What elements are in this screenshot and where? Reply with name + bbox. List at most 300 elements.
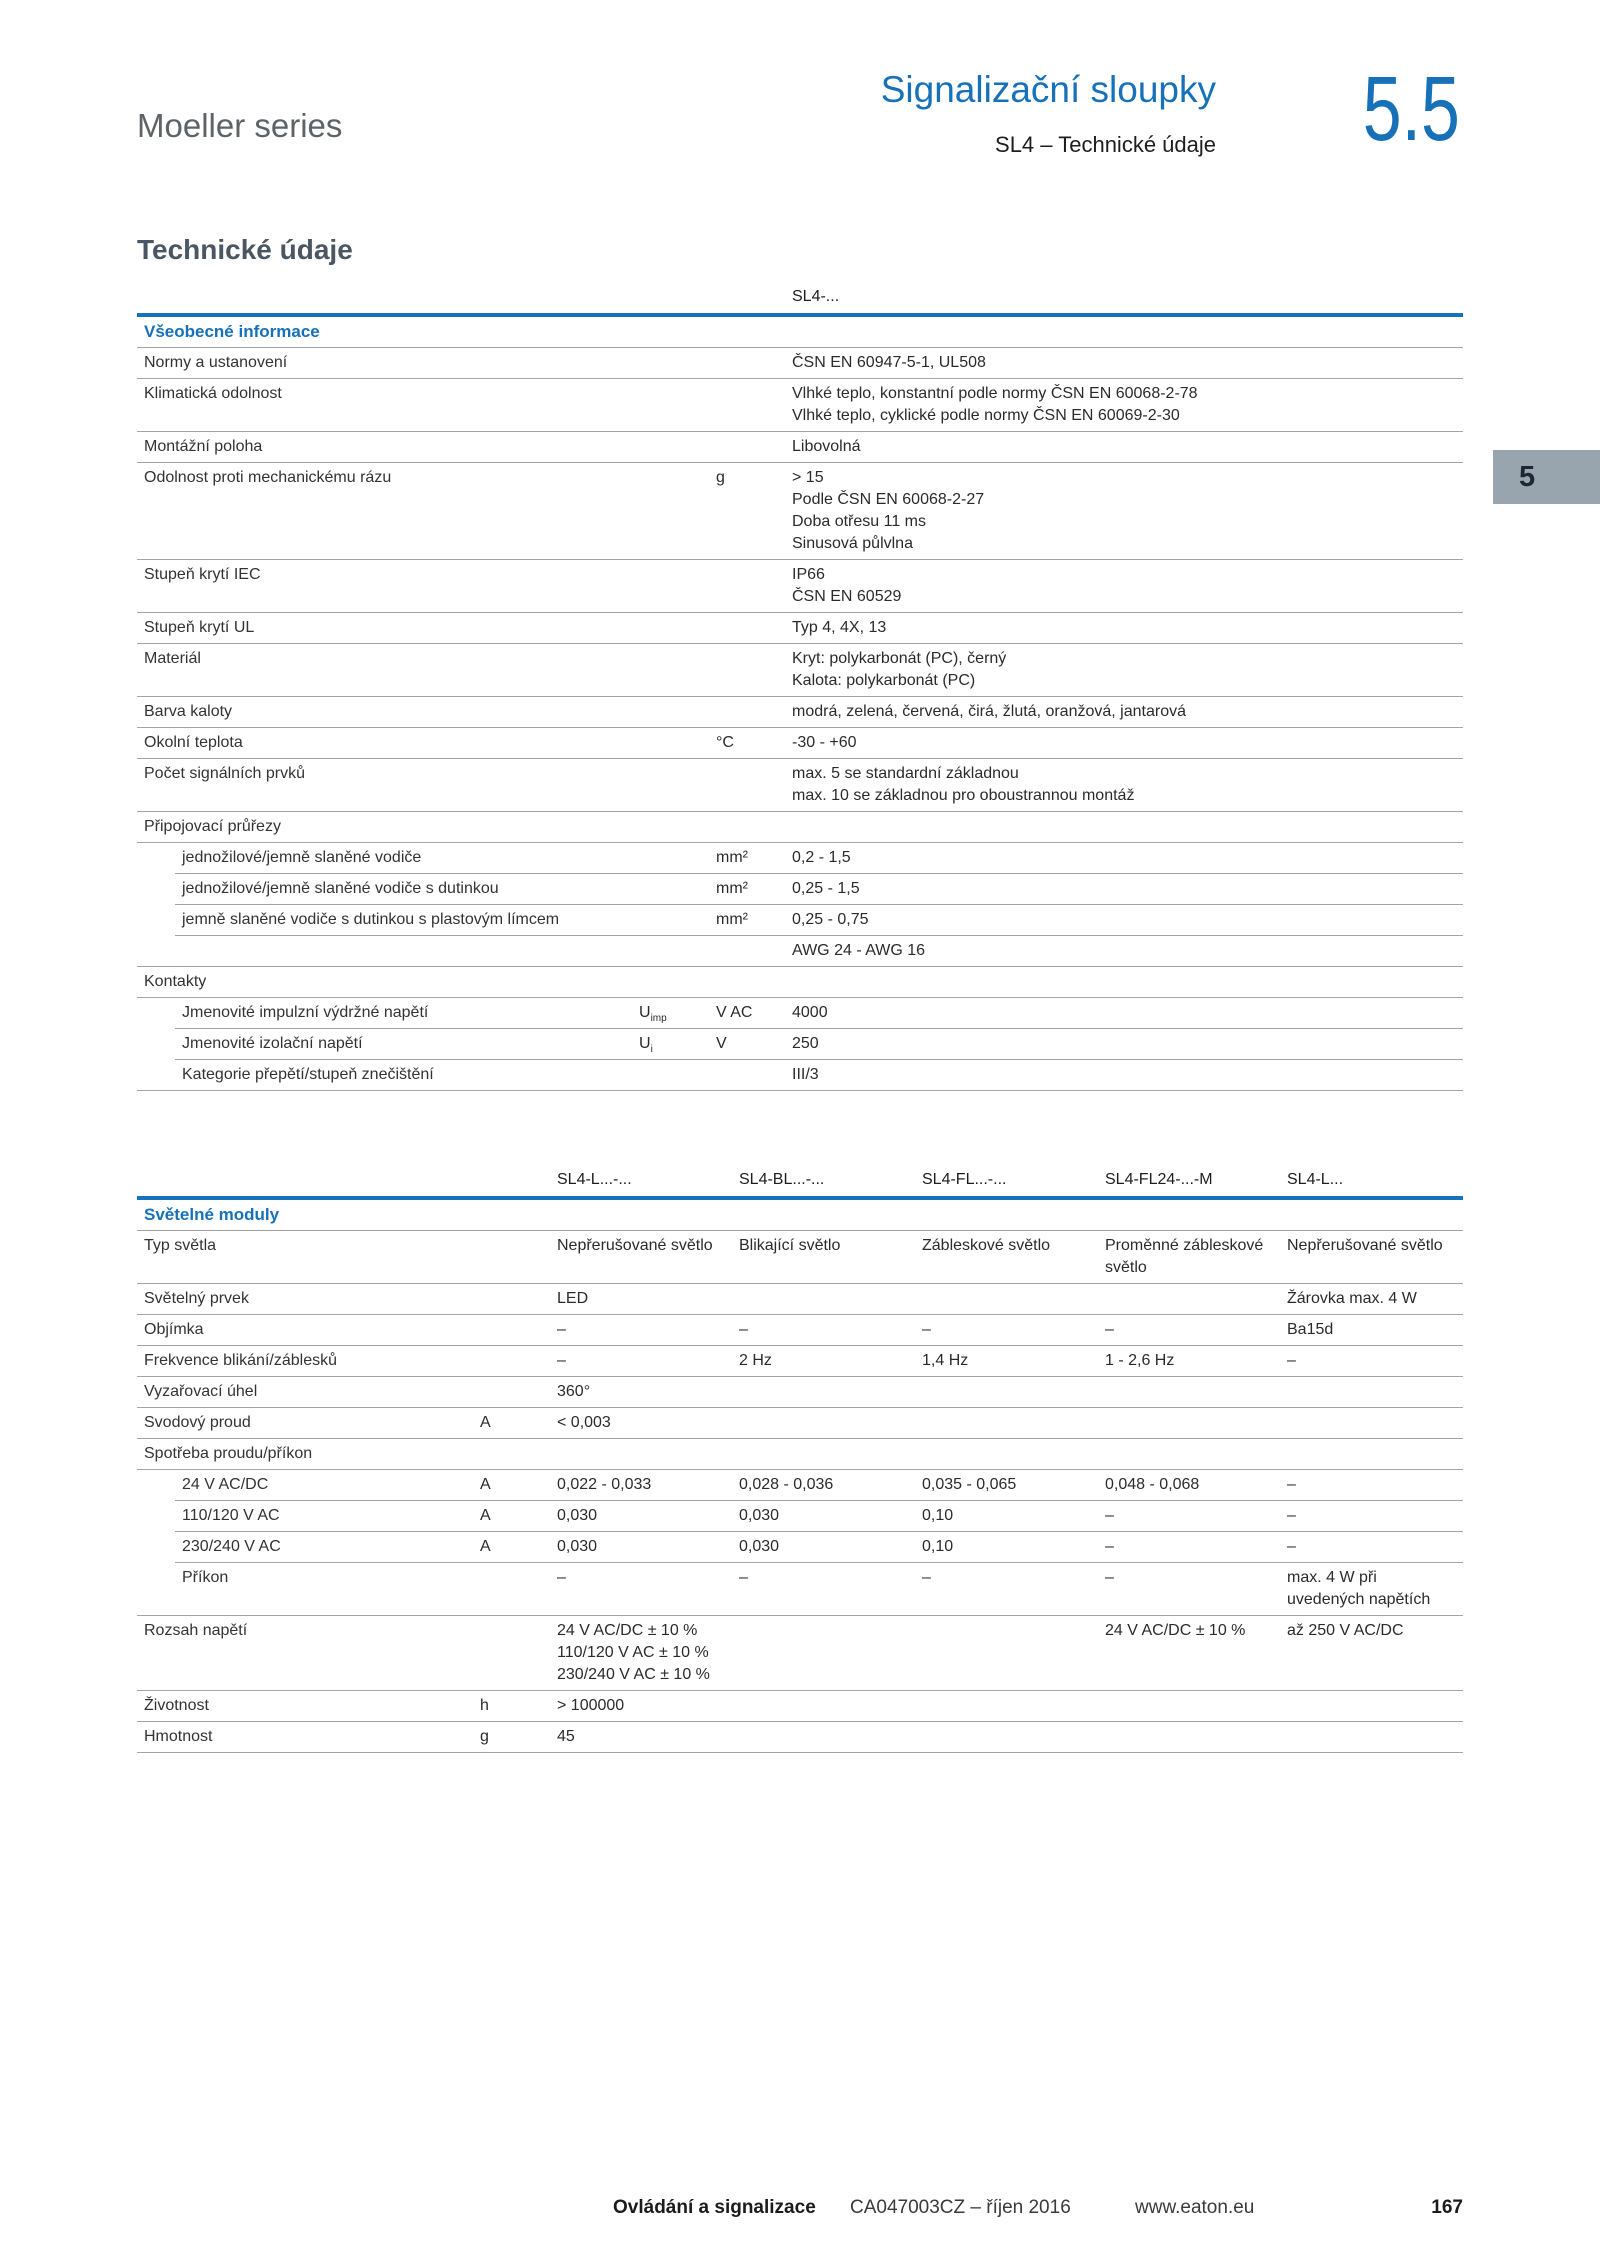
row-unit: V <box>716 1035 727 1052</box>
table-body <box>137 1231 1463 1753</box>
table-cell <box>739 1350 922 1372</box>
chapter-tab <box>1493 450 1600 504</box>
value-line: III/3 <box>792 1066 819 1083</box>
table-row <box>137 379 1463 432</box>
cell-line: Proměnné zábleskové <box>1105 1237 1264 1254</box>
value-line: Kalota: polykarbonát (PC) <box>792 672 976 689</box>
row-label: Světelný prvek <box>144 1290 249 1307</box>
row-symbol <box>639 1033 716 1055</box>
row-unit <box>716 352 792 374</box>
table-cell <box>1105 1350 1287 1372</box>
cell-line: – <box>1287 1538 1296 1555</box>
row-label: Frekvence blikání/záblesků <box>144 1352 337 1369</box>
row-unit <box>716 564 792 608</box>
table-cell <box>1105 1412 1287 1434</box>
table-cell <box>739 1319 922 1341</box>
cell-line: – <box>1287 1352 1296 1369</box>
table-column-header-row <box>137 1165 1463 1200</box>
table-cell <box>557 1474 739 1496</box>
section-title: Signalizační sloupky <box>880 69 1216 110</box>
row-symbol <box>639 909 716 931</box>
table-cell <box>922 1620 1105 1686</box>
row-unit: °C <box>716 734 734 751</box>
spacer <box>716 286 792 308</box>
table-row <box>137 1284 1463 1315</box>
cell-line: Nepřerušované světlo <box>1287 1237 1443 1254</box>
row-label: Klimatická odolnost <box>144 385 282 402</box>
table-row <box>137 463 1463 560</box>
row-value <box>792 763 1463 807</box>
column-header: SL4-... <box>792 288 840 305</box>
row-label: Kategorie přepětí/stupeň znečištění <box>182 1066 434 1083</box>
row-symbol <box>639 763 716 807</box>
value-line: modrá, zelená, červená, čirá, žlutá, oranžová, jantarová <box>792 703 1186 720</box>
table-cell <box>1287 1474 1463 1496</box>
row-label: Normy a ustanovení <box>144 354 288 371</box>
row-value <box>792 816 1463 838</box>
table-cell <box>1105 1288 1287 1310</box>
table-cell <box>1287 1567 1463 1611</box>
row-label: Vyzařovací úhel <box>144 1383 258 1400</box>
table-cell <box>739 1288 922 1310</box>
website-link[interactable]: www.eaton.eu <box>1135 2197 1255 2218</box>
row-unit <box>480 1620 557 1686</box>
row-value <box>792 564 1463 608</box>
row-value <box>792 971 1463 993</box>
cell-line: až 250 V AC/DC <box>1287 1622 1404 1639</box>
row-label: Počet signálních prvků <box>144 765 305 782</box>
value-line: max. 5 se standardní základnou <box>792 765 1019 782</box>
row-unit <box>716 816 792 838</box>
row-unit <box>716 648 792 692</box>
cell-line: uvedených napětích <box>1287 1591 1431 1608</box>
row-label: Barva kaloty <box>144 703 233 720</box>
table-cell <box>922 1412 1105 1434</box>
table-cell <box>739 1726 922 1748</box>
row-unit <box>716 1064 792 1086</box>
table-cell <box>739 1695 922 1717</box>
cell-line: Zábleskové světlo <box>922 1237 1051 1254</box>
cell-line: 0,028 - 0,036 <box>739 1476 834 1493</box>
table-cell <box>1287 1288 1463 1310</box>
cell-line: 0,030 <box>739 1507 780 1524</box>
table-cell <box>1287 1620 1463 1686</box>
row-value <box>792 701 1463 723</box>
table-cell <box>557 1288 739 1310</box>
cell-line: 1 - 2,6 Hz <box>1105 1352 1175 1369</box>
row-value <box>792 436 1463 458</box>
cell-line: 0,030 <box>557 1507 598 1524</box>
table-cell <box>1287 1505 1463 1527</box>
column-header: SL4-L...-... <box>557 1171 632 1188</box>
table-cell <box>1287 1443 1463 1465</box>
row-unit: A <box>480 1538 491 1555</box>
table-cell <box>1105 1726 1287 1748</box>
cell-line: 1,4 Hz <box>922 1352 969 1369</box>
row-unit: V AC <box>716 1004 753 1021</box>
table-row <box>137 432 1463 463</box>
table-cell <box>922 1567 1105 1611</box>
cell-line: Žárovka max. 4 W <box>1287 1290 1417 1307</box>
row-symbol <box>639 816 716 838</box>
row-symbol <box>639 971 716 993</box>
cell-line: – <box>739 1569 748 1586</box>
value-line: max. 10 se základnou pro oboustrannou montáž <box>792 787 1135 804</box>
row-label: Svodový proud <box>144 1414 251 1431</box>
row-label: Typ světla <box>144 1237 217 1254</box>
cell-line: 230/240 V AC ± 10 % <box>557 1666 710 1683</box>
cell-line: 360° <box>557 1383 591 1400</box>
row-unit <box>480 1288 557 1310</box>
value-line: 0,25 - 1,5 <box>792 880 860 897</box>
row-unit <box>716 436 792 458</box>
cell-line: – <box>1105 1507 1114 1524</box>
row-label: Jmenovité izolační napětí <box>182 1035 363 1052</box>
cell-line: 24 V AC/DC ± 10 % <box>1105 1622 1246 1639</box>
row-label: Odolnost proti mechanickému rázu <box>144 469 392 486</box>
table-row <box>137 1532 1463 1563</box>
row-value <box>792 732 1463 754</box>
table-cell <box>1287 1412 1463 1434</box>
cell-line: – <box>1105 1569 1114 1586</box>
row-label: 24 V AC/DC <box>182 1476 269 1493</box>
value-line: 4000 <box>792 1004 828 1021</box>
row-label: Rozsah napětí <box>144 1622 248 1639</box>
value-line: IP66 <box>792 566 825 583</box>
page-number: 167 <box>1431 2197 1463 2218</box>
row-value <box>792 648 1463 692</box>
value-line: AWG 24 - AWG 16 <box>792 942 926 959</box>
table-cell <box>557 1235 739 1279</box>
table-cell <box>1287 1726 1463 1748</box>
table-cell <box>739 1505 922 1527</box>
cell-line: > 100000 <box>557 1697 625 1714</box>
section-number: 5.5 <box>1362 58 1460 160</box>
table-row <box>137 644 1463 697</box>
row-label: Objímka <box>144 1321 204 1338</box>
column-header: SL4-FL24-...-M <box>1105 1171 1213 1188</box>
table-cell <box>557 1726 739 1748</box>
table-row <box>137 1439 1463 1470</box>
table-row <box>137 936 1463 967</box>
table-row <box>137 967 1463 998</box>
row-label <box>137 940 639 962</box>
value-line: Vlhké teplo, konstantní podle normy ČSN EN 60068-2-78 <box>792 385 1198 402</box>
row-symbol <box>639 436 716 458</box>
cell-line: – <box>1105 1538 1114 1555</box>
table-cell <box>1105 1474 1287 1496</box>
table-row <box>137 1377 1463 1408</box>
row-value <box>792 940 1463 962</box>
page-title: Technické údaje <box>137 234 353 265</box>
row-value <box>792 847 1463 869</box>
row-label: 110/120 V AC <box>182 1507 280 1524</box>
table-section-heading: Všeobecné informace <box>137 317 1463 348</box>
cell-line: – <box>922 1321 931 1338</box>
table-row <box>137 905 1463 936</box>
table-cell <box>922 1235 1105 1279</box>
cell-line: – <box>922 1569 931 1586</box>
row-unit: A <box>480 1414 491 1431</box>
row-value <box>792 1064 1463 1086</box>
table-cell <box>922 1695 1105 1717</box>
table-row <box>137 812 1463 843</box>
row-value <box>792 878 1463 900</box>
row-value <box>792 617 1463 639</box>
table-cell <box>1287 1350 1463 1372</box>
row-unit <box>480 1235 557 1279</box>
cell-line: max. 4 W při <box>1287 1569 1377 1586</box>
table-row <box>137 1501 1463 1532</box>
cell-line: LED <box>557 1290 589 1307</box>
table-section-heading: Světelné moduly <box>137 1200 1463 1231</box>
value-line: ČSN EN 60947-5-1, UL508 <box>792 354 986 371</box>
row-unit: g <box>480 1728 489 1745</box>
cell-line: < 0,003 <box>557 1414 611 1431</box>
row-label: jednožilové/jemně slaněné vodiče <box>182 849 422 866</box>
spacer <box>639 286 716 308</box>
row-label: Kontakty <box>144 973 207 990</box>
row-label: 230/240 V AC <box>182 1538 281 1555</box>
cell-line: 45 <box>557 1728 575 1745</box>
symbol-subscript: imp <box>650 1013 667 1024</box>
row-symbol <box>639 1064 716 1086</box>
row-value <box>792 352 1463 374</box>
value-line: -30 - +60 <box>792 734 857 751</box>
table-cell <box>1287 1536 1463 1558</box>
row-value <box>792 909 1463 931</box>
table-row <box>137 1029 1463 1060</box>
table-cell <box>1287 1695 1463 1717</box>
table-cell <box>739 1536 922 1558</box>
table-cell <box>557 1381 739 1403</box>
table-row <box>137 1470 1463 1501</box>
table-body <box>137 348 1463 1091</box>
row-label: Stupeň krytí UL <box>144 619 255 636</box>
table-cell <box>1105 1567 1287 1611</box>
cell-line: 0,035 - 0,065 <box>922 1476 1017 1493</box>
cell-line: Blikající světlo <box>739 1237 841 1254</box>
cell-line: 0,030 <box>557 1538 598 1555</box>
row-symbol <box>639 878 716 900</box>
cell-line: – <box>1105 1321 1114 1338</box>
row-unit: A <box>480 1476 491 1493</box>
table-cell <box>922 1474 1105 1496</box>
table-cell <box>739 1412 922 1434</box>
table-row <box>137 1616 1463 1691</box>
cell-line: 0,030 <box>739 1538 780 1555</box>
table-cell <box>557 1620 739 1686</box>
table-cell <box>1287 1381 1463 1403</box>
table-cell <box>1105 1536 1287 1558</box>
table-cell <box>1287 1235 1463 1279</box>
row-value <box>792 1002 1463 1024</box>
table-row <box>137 1691 1463 1722</box>
cell-line: 24 V AC/DC ± 10 % <box>557 1622 698 1639</box>
row-symbol <box>639 648 716 692</box>
cell-line: 0,048 - 0,068 <box>1105 1476 1200 1493</box>
row-unit <box>480 1350 557 1372</box>
row-unit <box>716 383 792 427</box>
series-name: Moeller series <box>137 107 343 144</box>
row-label: jednožilové/jemně slaněné vodiče s dutinkou <box>182 880 499 897</box>
table-cell <box>922 1288 1105 1310</box>
value-line: Podle ČSN EN 60068-2-27 <box>792 491 985 508</box>
table-cell <box>922 1726 1105 1748</box>
value-line: > 15 <box>792 469 824 486</box>
column-header: SL4-FL...-... <box>922 1171 1007 1188</box>
row-unit <box>716 971 792 993</box>
table-cell <box>557 1443 739 1465</box>
cell-line: 2 Hz <box>739 1352 772 1369</box>
table-cell <box>922 1381 1105 1403</box>
table-cell <box>739 1620 922 1686</box>
row-symbol <box>639 564 716 608</box>
table-row <box>137 759 1463 812</box>
table-cell <box>557 1350 739 1372</box>
cell-line: Nepřerušované světlo <box>557 1237 713 1254</box>
spacer <box>480 1169 557 1191</box>
row-label: Připojovací průřezy <box>144 818 281 835</box>
table-cell <box>1105 1620 1287 1686</box>
row-label: jemně slaněné vodiče s dutinkou s plastovým límcem <box>182 911 560 928</box>
table-cell <box>922 1319 1105 1341</box>
value-line: 0,25 - 0,75 <box>792 911 869 928</box>
cell-line: Ba15d <box>1287 1321 1334 1338</box>
chapter-tab-number: 5 <box>1519 461 1536 493</box>
cell-line: – <box>557 1352 566 1369</box>
table-cell <box>557 1319 739 1341</box>
table-cell <box>557 1412 739 1434</box>
row-symbol <box>639 701 716 723</box>
row-symbol <box>639 1002 716 1024</box>
cell-line: – <box>557 1569 566 1586</box>
section-subtitle: SL4 – Technické údaje <box>995 132 1216 157</box>
row-label: Materiál <box>144 650 201 667</box>
row-unit <box>716 617 792 639</box>
cell-line: světlo <box>1105 1259 1147 1276</box>
footer-chapter: Ovládání a signalizace <box>613 2197 816 2218</box>
table-row <box>137 348 1463 379</box>
cell-line: – <box>739 1321 748 1338</box>
row-label: Životnost <box>144 1697 209 1714</box>
table-cell <box>739 1474 922 1496</box>
table-cell <box>739 1381 922 1403</box>
cell-line: – <box>557 1321 566 1338</box>
row-value <box>792 383 1463 427</box>
table-row <box>137 697 1463 728</box>
value-line: Kryt: polykarbonát (PC), černý <box>792 650 1007 667</box>
row-unit <box>716 940 792 962</box>
cell-line: – <box>1287 1476 1296 1493</box>
value-line: 250 <box>792 1035 819 1052</box>
table-row <box>137 1346 1463 1377</box>
table-cell <box>1105 1319 1287 1341</box>
table-cell <box>1105 1695 1287 1717</box>
cell-line: – <box>1287 1507 1296 1524</box>
row-unit: A <box>480 1507 491 1524</box>
row-unit <box>480 1381 557 1403</box>
cell-line: 0,022 - 0,033 <box>557 1476 652 1493</box>
cell-line: 110/120 V AC ± 10 % <box>557 1644 709 1661</box>
footer-catalog-id: CA047003CZ – říjen 2016 <box>850 2197 1071 2218</box>
table-cell <box>922 1536 1105 1558</box>
table-row <box>137 874 1463 905</box>
table-cell <box>1105 1443 1287 1465</box>
row-label: Stupeň krytí IEC <box>144 566 261 583</box>
row-unit <box>716 701 792 723</box>
table-row <box>137 1231 1463 1284</box>
table-cell <box>922 1350 1105 1372</box>
table-row <box>137 1060 1463 1091</box>
table-row <box>137 843 1463 874</box>
table-row <box>137 998 1463 1029</box>
value-line: Libovolná <box>792 438 861 455</box>
table-cell <box>1287 1319 1463 1341</box>
table-row <box>137 1408 1463 1439</box>
spacer <box>137 286 639 308</box>
table-row <box>137 560 1463 613</box>
row-unit: g <box>716 469 725 486</box>
table-cell <box>739 1443 922 1465</box>
row-unit <box>480 1567 557 1611</box>
table-row <box>137 1563 1463 1616</box>
symbol-letter: U <box>639 1004 651 1021</box>
value-line: Vlhké teplo, cyklické podle normy ČSN EN 60069-2-30 <box>792 407 1180 424</box>
column-header: SL4-L... <box>1287 1171 1344 1188</box>
row-symbol <box>639 940 716 962</box>
row-unit <box>480 1443 557 1465</box>
column-header: SL4-BL...-... <box>739 1171 825 1188</box>
table-cell <box>922 1443 1105 1465</box>
row-unit: mm² <box>716 911 748 928</box>
table-row <box>137 1315 1463 1346</box>
row-unit <box>480 1319 557 1341</box>
table-cell <box>1105 1505 1287 1527</box>
light-modules-table <box>137 1165 1463 1753</box>
spacer <box>137 1169 480 1191</box>
table-row <box>137 728 1463 759</box>
row-unit <box>716 763 792 807</box>
symbol-letter: U <box>639 1035 651 1052</box>
row-symbol <box>639 847 716 869</box>
row-label: Jmenovité impulzní výdržné napětí <box>182 1004 429 1021</box>
value-line: 0,2 - 1,5 <box>792 849 851 866</box>
row-symbol <box>639 383 716 427</box>
row-value <box>792 467 1463 555</box>
cell-line: 0,10 <box>922 1507 954 1524</box>
table-column-header-row <box>137 282 1463 317</box>
row-unit: h <box>480 1697 489 1714</box>
value-line: Typ 4, 4X, 13 <box>792 619 887 636</box>
row-label: Montážní poloha <box>144 438 263 455</box>
symbol-subscript: i <box>650 1044 653 1055</box>
value-line: ČSN EN 60529 <box>792 588 902 605</box>
table-cell <box>1105 1381 1287 1403</box>
table-cell <box>557 1505 739 1527</box>
row-symbol <box>639 467 716 555</box>
row-symbol <box>639 617 716 639</box>
row-unit: mm² <box>716 849 748 866</box>
table-row <box>137 1722 1463 1753</box>
table-cell <box>557 1695 739 1717</box>
table-cell <box>739 1567 922 1611</box>
row-value <box>792 1033 1463 1055</box>
table-cell <box>557 1567 739 1611</box>
row-label: Spotřeba proudu/příkon <box>144 1445 313 1462</box>
row-label: Příkon <box>182 1569 229 1586</box>
row-symbol <box>639 352 716 374</box>
